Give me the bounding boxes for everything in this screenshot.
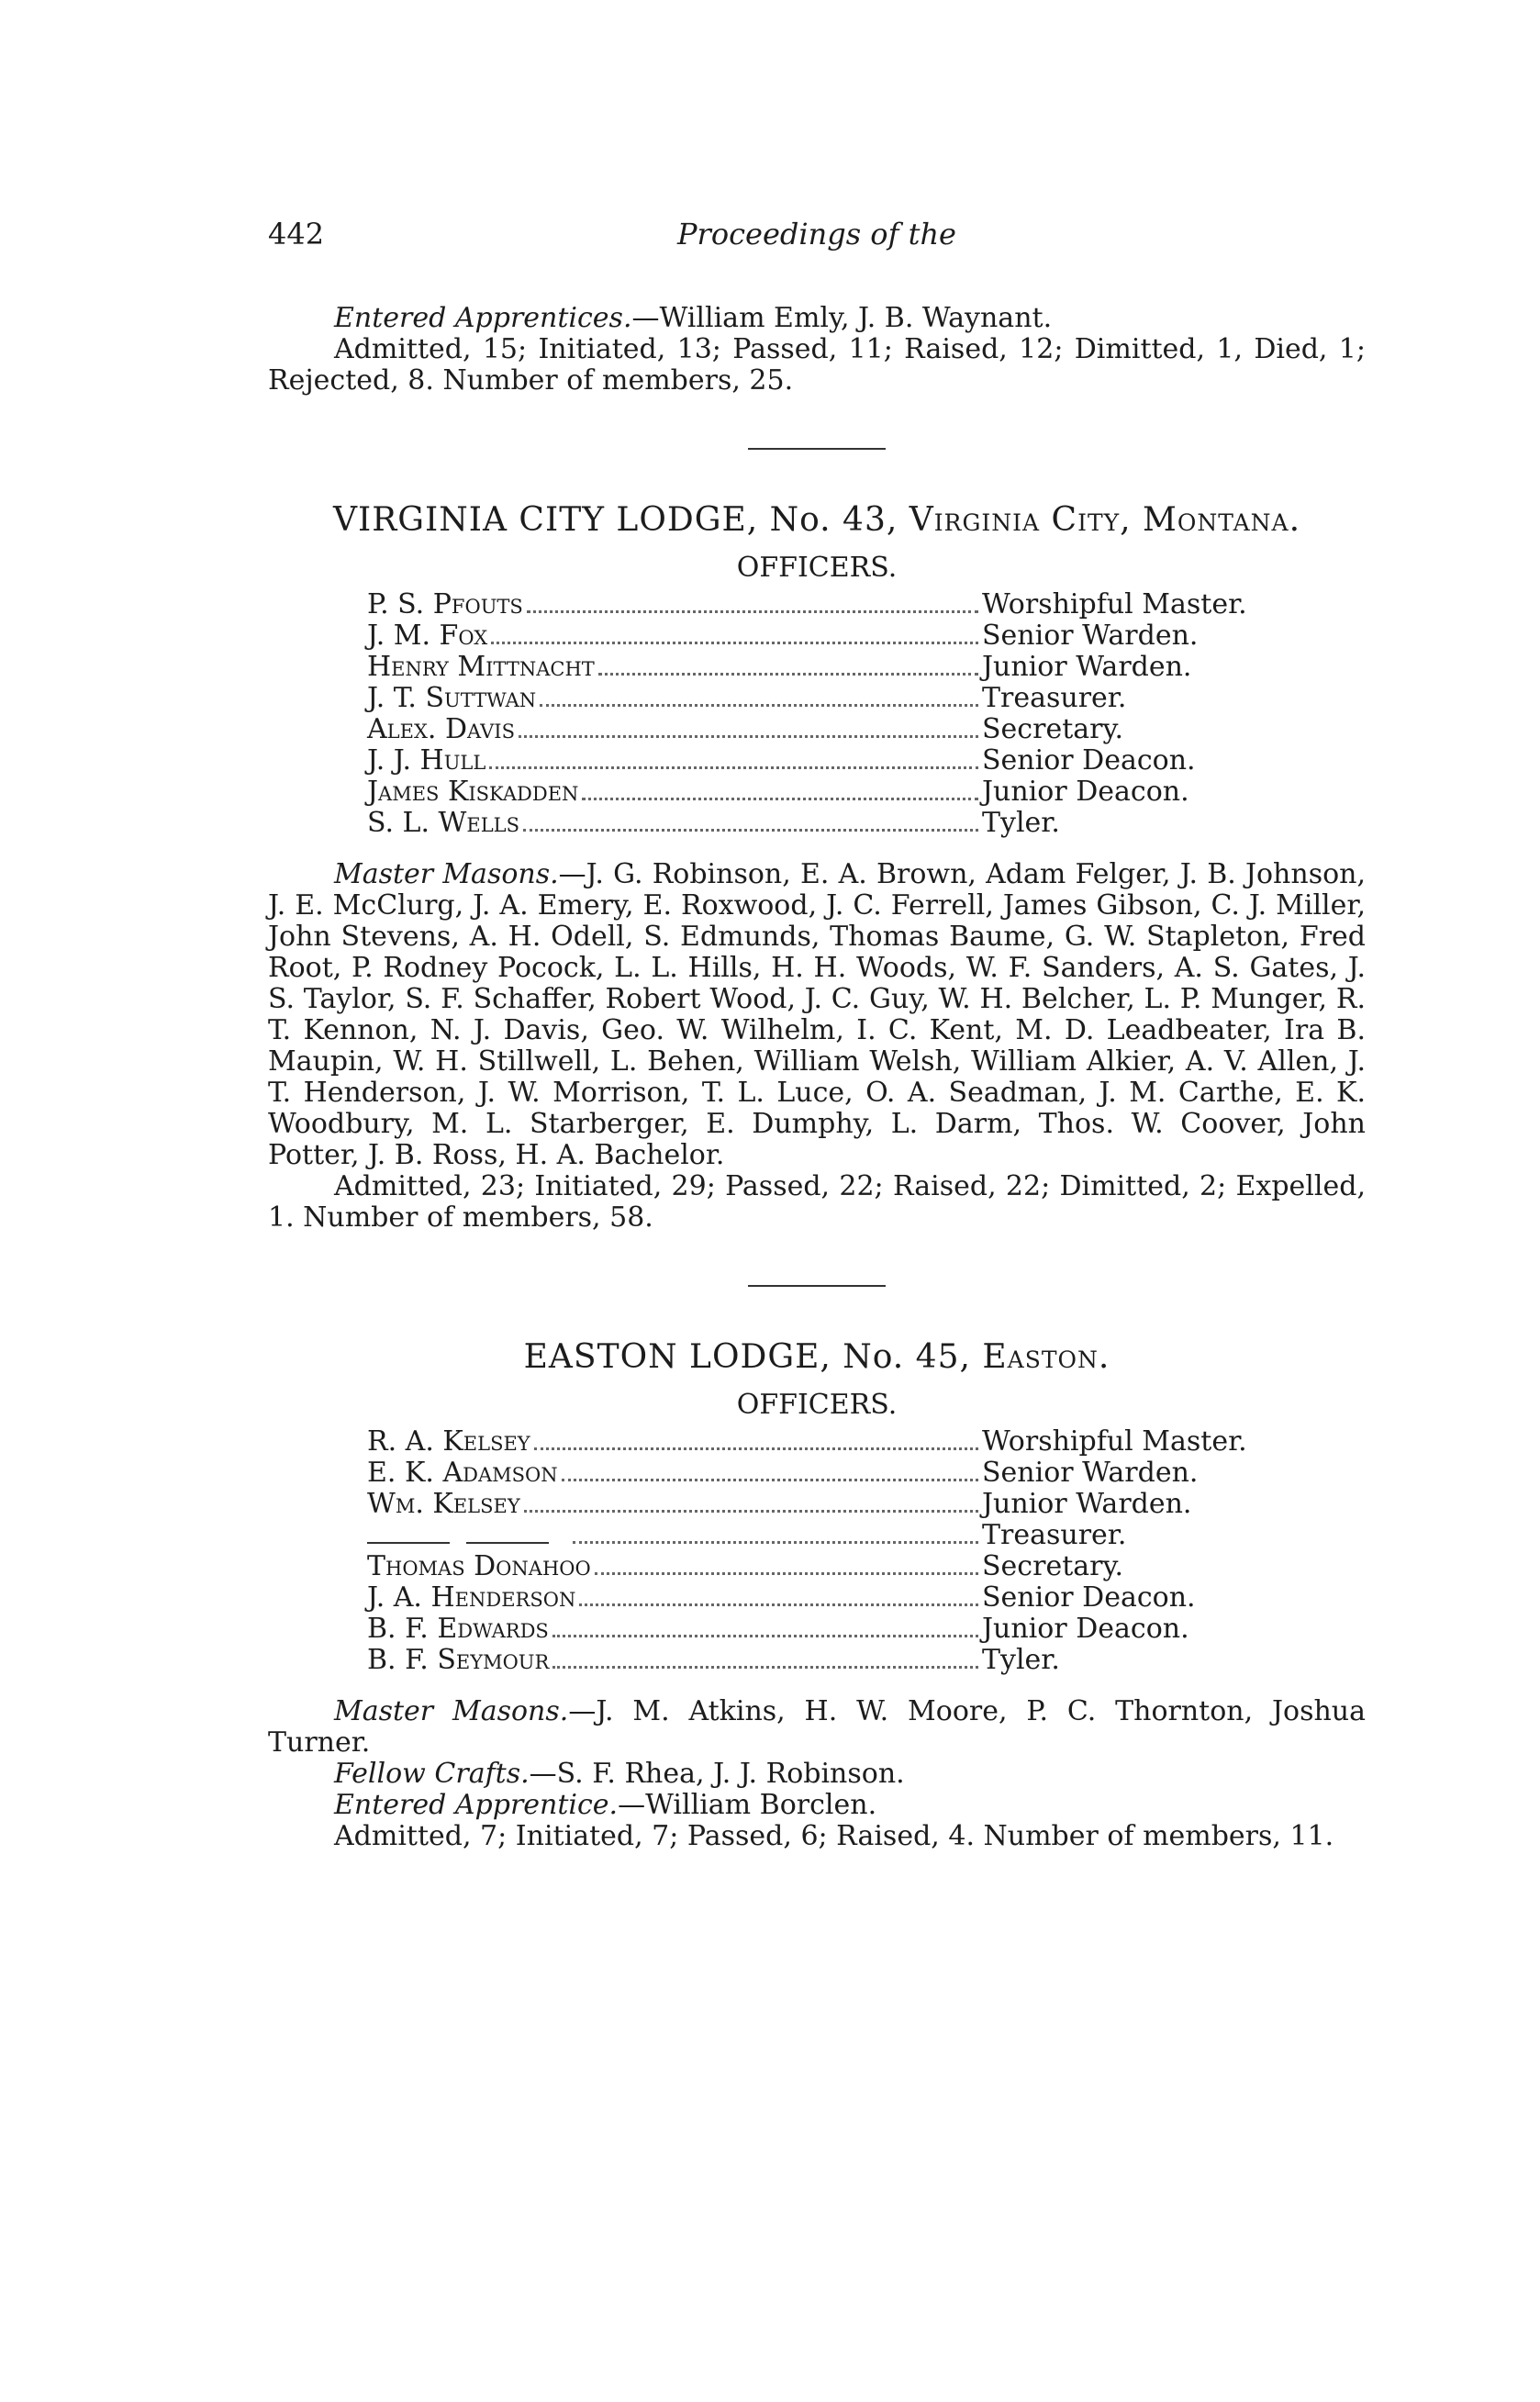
fellow-crafts-names: S. F. Rhea, J. J. Robinson. [556,1758,905,1790]
officer-row [367,1551,1285,1582]
master-masons-names: J. G. Robinson, E. A. Brown, Adam Felger, J. B. Johnson, J. E. McClurg, J. A. Emery, E. Roxwood, J. C. Ferrell, James Gibson, C. J. Miller, John Stevens, A. H. Odell, S. Edmunds, Thomas Baume, G. W. Stapleton, Fred Root, P. Rodney Pocock, L. L. Hills, H. H. Woods, W. F. Sanders, A. S. Gates, J. S. Taylor, S. F. Schaffer, Robert Wood, J. C. Guy, W. H. Belcher, L. P. Munger, R. T. Kennon, N. J. Davis, Geo. W. Wilhelm, I. C. Kent, M. D. Leadbeater, Ira B. Maupin, W. H. Stillwell, L. Behen, William Welsh, William Alkier, A. V. Allen, J. T. Henderson, J. W. Morrison, T. L. Luce, O. A. Seadman, J. M. Carthe, E. K. Woodbury, M. L. Starberger, E. Dumphy, L. Darm, Thos. W. Coover, John Potter, J. B. Ross, H. A. Bachelor. [268,858,1367,1171]
blank-line [466,1542,549,1544]
leader-dots [598,673,978,676]
officer-row [367,745,1285,776]
officer-name: Alex. Davis [367,713,515,745]
master-masons-easton: Master Masons.—J. M. Atkins, H. W. Moore, P. C. Thornton, Joshua Turner. [268,1695,1367,1759]
leader-dots [524,1510,978,1513]
leader-dots [527,610,978,613]
officer-name: J. A. Henderson [367,1581,576,1614]
officer-name: J. M. Fox [367,620,488,652]
leader-dots [562,1479,978,1481]
officer-title: Junior Deacon. [982,776,1189,808]
officer-name: Henry Mittnacht [367,651,595,683]
officer-row [367,776,1285,808]
entered-apprentice-names: William Borclen. [645,1789,877,1821]
leader-dots [582,798,978,800]
officers-title: OFFICERS. [736,552,898,584]
officers-list-virginia [367,589,1285,839]
officer-name: B. F. Edwards [367,1613,549,1645]
officer-row [367,683,1285,714]
leader-dots [491,642,978,644]
officer-title: Tyler. [982,1644,1060,1676]
officer-name: P. S. Pfouts [367,588,523,620]
lodge-heading-virginia [268,501,1366,539]
master-masons-label: Master Masons. [334,858,559,890]
officer-title: Treasurer. [982,1519,1127,1551]
officer-name: R. A. Kelsey [367,1425,530,1458]
page-number: 442 [268,217,325,251]
master-masons-names: J. M. Atkins, H. W. Moore, P. C. Thornton, Joshua Turner. [268,1695,1367,1759]
page [268,218,1366,1852]
page-header [268,218,1366,263]
stats-virginia: Admitted, 23; Initiated, 29; Passed, 22; Raised, 22; Dimitted, 2; Expelled, 1. Number of members, 58. [268,1170,1366,1234]
leader-dots [552,1635,978,1637]
blank-line [367,1542,450,1544]
officer-row [367,620,1285,652]
leader-dots [579,1603,978,1606]
officer-row [367,1458,1285,1489]
master-masons-virginia: Master Masons.—J. G. Robinson, E. A. Brown, Adam Felger, J. B. Johnson, J. E. McClurg, J. A. Emery, E. Roxwood, J. C. Ferrell, James Gibson, C. J. Miller, John Stevens, A. H. Odell, S. Edmunds, Thomas Baume, G. W. Stapleton, Fred Root, P. Rodney Pocock, L. L. Hills, H. H. Woods, W. F. Sanders, A. S. Gates, J. S. Taylor, S. F. Schaffer, Robert Wood, J. C. Guy, W. H. Belcher, L. P. Munger, R. T. Kennon, N. J. Davis, Geo. W. Wilhelm, I. C. Kent, M. D. Leadbeater, Ira B. Maupin, W. H. Stillwell, L. Behen, William Welsh, William Alkier, A. V. Allen, J. T. Henderson, J. W. Morrison, T. L. Luce, O. A. Seadman, J. M. Carthe, E. K. Woodbury, M. L. Starberger, E. Dumphy, L. Darm, Thos. W. Coover, John Potter, J. B. Ross, H. A. Bachelor. [268,858,1367,1171]
master-masons-label: Master Masons. [334,1695,569,1727]
running-head: Proceedings of the [677,217,956,251]
officer-row [367,1582,1285,1614]
lodge-heading-easton [268,1338,1366,1376]
officer-title: Junior Warden. [982,651,1192,683]
officer-title: Worshipful Master. [982,588,1247,620]
leader-dots [540,704,978,707]
lodge-name: EASTON LODGE, No. 45, [523,1338,971,1376]
vacant-officer-name [367,1527,569,1544]
officer-row [367,589,1285,620]
section-divider [748,1285,886,1287]
officer-row [367,1520,1285,1551]
officer-name: E. K. Adamson [367,1457,558,1489]
officer-row [367,652,1285,683]
officer-name: J. J. Hull [367,744,486,776]
officer-title: Worshipful Master. [982,1425,1247,1458]
entered-apprentice-easton: Entered Apprentice.—William Borclen. [334,1789,877,1821]
officer-name: Wm. Kelsey [367,1488,520,1520]
leader-dots [489,766,978,769]
lodge-place: Virginia City, Montana. [909,501,1301,539]
officer-title: Secretary. [982,1550,1123,1582]
leader-dots [523,829,978,832]
prev-entered-apprentices: Entered Apprentices.—William Emly, J. B. Waynant. [334,302,1053,334]
fellow-crafts-label: Fellow Crafts. [334,1758,530,1790]
entered-names: William Emly, J. B. Waynant. [659,302,1053,334]
officer-row [367,1489,1285,1520]
officer-row [367,808,1285,839]
officer-name: S. L. Wells [367,807,519,839]
officer-row [367,1645,1285,1676]
officer-title: Secretary. [982,713,1123,745]
spacer [268,1676,1366,1696]
officer-name: Thomas Donahoo [367,1550,591,1582]
officer-row [367,1614,1285,1645]
leader-dots [519,735,978,738]
entered-apprentice-label: Entered Apprentice. [334,1789,619,1821]
officers-list-easton [367,1426,1285,1676]
officer-title: Senior Warden. [982,620,1199,652]
lodge-name: VIRGINIA CITY LODGE, No. 43, [332,501,898,539]
officer-row [367,1426,1285,1458]
officer-title: Senior Deacon. [982,1581,1196,1614]
officer-title: Junior Warden. [982,1488,1192,1520]
entered-label: Entered Apprentices. [334,302,632,334]
section-divider [748,448,886,450]
lodge-place: Easton. [982,1338,1110,1376]
stats-easton: Admitted, 7; Initiated, 7; Passed, 6; Raised, 4. Number of members, 11. [334,1820,1334,1852]
officer-name: James Kiskadden [367,776,579,808]
officer-row [367,714,1285,745]
spacer [268,839,1366,859]
officer-name: J. T. Suttwan [367,682,537,714]
officer-title: Senior Warden. [982,1457,1199,1489]
officer-title: Tyler. [982,807,1060,839]
officer-name: B. F. Seymour [367,1644,550,1676]
prev-stats: Admitted, 15; Initiated, 13; Passed, 11; Raised, 12; Dimitted, 1, Died, 1; Rejected, 8. Number of members, 25. [268,333,1366,397]
officer-title: Senior Deacon. [982,744,1196,776]
officer-title: Junior Deacon. [982,1613,1189,1645]
leader-dots [595,1572,978,1575]
officers-title: OFFICERS. [736,1389,898,1421]
fellow-crafts-easton: Fellow Crafts.—S. F. Rhea, J. J. Robinson. [334,1758,905,1790]
leader-dots [573,1541,978,1544]
officer-title: Treasurer. [982,682,1127,714]
leader-dots [534,1447,978,1450]
leader-dots [552,1666,978,1669]
